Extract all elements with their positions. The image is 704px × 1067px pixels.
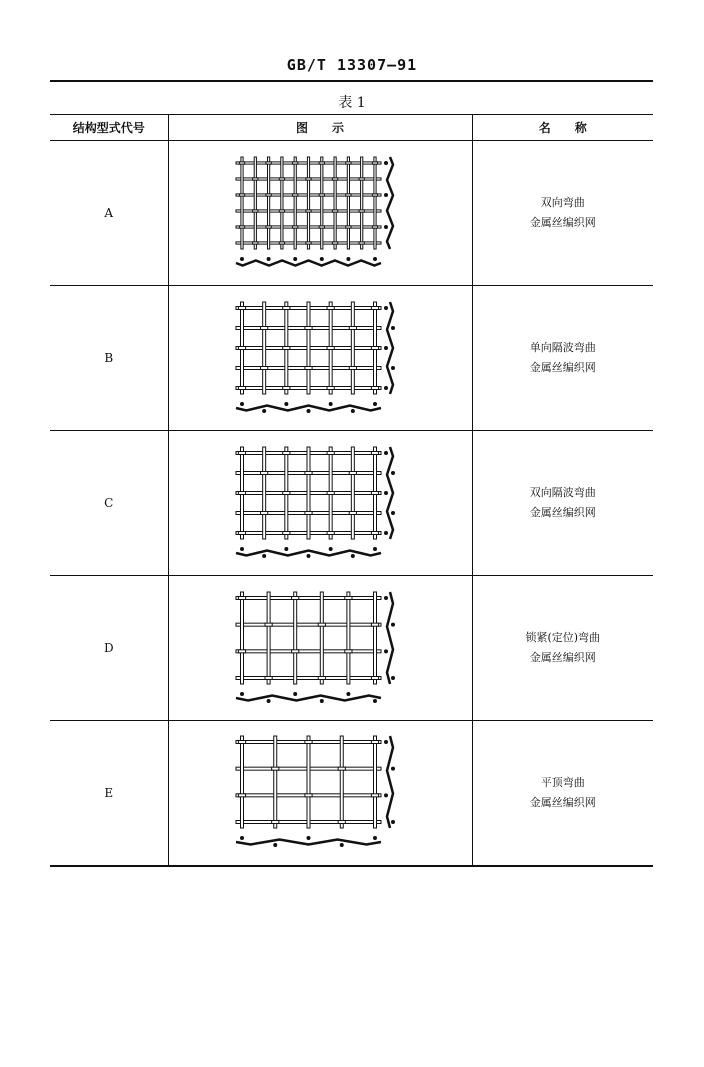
wire-crossing	[349, 511, 356, 514]
warp-wire	[347, 592, 350, 684]
row-code: D	[50, 576, 168, 721]
wire-crossing	[238, 386, 245, 389]
wire-crossing	[238, 794, 245, 797]
wire-crossing	[359, 177, 364, 179]
wire-section-dot	[373, 547, 377, 551]
wire-crossing	[305, 511, 312, 514]
wire-section-dot	[262, 554, 266, 558]
wire-section-dot	[240, 402, 244, 406]
wire-crossing	[261, 511, 268, 514]
wire-crossing	[283, 451, 290, 454]
row-name-line1: 双向弯曲	[540, 196, 585, 209]
column-header-code: 结构型式代号	[50, 115, 168, 141]
side-profile-wire	[387, 592, 393, 684]
wire-crossing	[332, 241, 337, 243]
wire-section-dot	[320, 257, 324, 261]
wire-section-dot	[391, 471, 395, 475]
weft-wire	[236, 623, 381, 626]
wire-crossing	[238, 451, 245, 454]
warp-wire	[294, 157, 296, 249]
wire-section-dot	[329, 402, 333, 406]
wire-crossing	[338, 767, 345, 770]
warp-wire	[307, 447, 310, 539]
table-row	[50, 141, 653, 286]
wire-section-dot	[384, 193, 388, 197]
wire-crossing	[292, 596, 299, 599]
weave-type-table	[50, 114, 653, 867]
row-code: A	[50, 141, 168, 286]
wire-crossing	[327, 386, 334, 389]
wire-crossing	[332, 209, 337, 211]
wire-crossing	[372, 193, 377, 195]
wire-crossing	[279, 177, 284, 179]
row-name-line2: 金属丝编织网	[529, 651, 596, 664]
wire-section-dot	[267, 699, 271, 703]
row-name-line1: 双向隔波弯曲	[529, 486, 596, 499]
wire-crossing	[349, 366, 356, 369]
row-code: C	[50, 431, 168, 576]
table-row	[50, 431, 653, 576]
wire-section-dot	[329, 547, 333, 551]
wire-section-dot	[384, 596, 388, 600]
wire-crossing	[238, 346, 245, 349]
warp-wire	[294, 592, 297, 684]
header-rule	[50, 80, 653, 82]
wire-crossing	[272, 821, 279, 824]
table-row	[50, 576, 653, 721]
wire-section-dot	[384, 346, 388, 350]
wire-section-dot	[351, 554, 355, 558]
wire-crossing	[266, 193, 271, 195]
wire-crossing	[239, 193, 244, 195]
warp-wire	[374, 592, 377, 684]
row-figure	[168, 721, 472, 866]
warp-wire	[351, 302, 354, 394]
wire-section-dot	[384, 794, 388, 798]
wire-section-dot	[320, 699, 324, 703]
warp-wire	[374, 736, 377, 828]
wire-section-dot	[391, 366, 395, 370]
standard-number: GB/T 13307—91	[286, 56, 418, 74]
wire-section-dot	[384, 386, 388, 390]
wire-crossing	[293, 225, 298, 227]
row-name	[472, 576, 653, 721]
wire-crossing	[318, 676, 325, 679]
row-name-line2: 金属丝编织网	[529, 216, 596, 229]
warp-wire	[268, 157, 270, 249]
warp-wire	[267, 592, 270, 684]
wire-section-dot	[240, 692, 244, 696]
wire-section-dot	[373, 836, 377, 840]
wire-section-dot	[307, 409, 311, 413]
wire-crossing	[253, 177, 258, 179]
wire-section-dot	[307, 836, 311, 840]
wire-crossing	[319, 161, 324, 163]
row-code: B	[50, 286, 168, 431]
wire-crossing	[327, 491, 334, 494]
wire-crossing	[261, 471, 268, 474]
warp-wire	[347, 157, 349, 249]
wire-crossing	[371, 531, 378, 534]
wire-crossing	[305, 741, 312, 744]
wire-crossing	[265, 676, 272, 679]
warp-wire	[361, 157, 363, 249]
warp-wire	[307, 302, 310, 394]
wire-section-dot	[346, 257, 350, 261]
side-profile-wire	[387, 157, 393, 249]
wire-section-dot	[391, 820, 395, 824]
warp-wire	[321, 157, 323, 249]
weave-illustration-e	[230, 730, 410, 855]
warp-wire	[320, 592, 323, 684]
warp-wire	[263, 302, 266, 394]
table-caption: 表 1	[338, 95, 366, 111]
bottom-profile-wire	[236, 840, 381, 845]
table-row	[50, 721, 653, 866]
wire-crossing	[349, 471, 356, 474]
wire-crossing	[319, 193, 324, 195]
warp-wire	[307, 736, 310, 828]
wire-section-dot	[262, 409, 266, 413]
wire-crossing	[371, 741, 378, 744]
wire-crossing	[319, 225, 324, 227]
wire-crossing	[238, 306, 245, 309]
wire-crossing	[349, 326, 356, 329]
row-code: E	[50, 721, 168, 866]
wire-section-dot	[346, 692, 350, 696]
wire-crossing	[283, 306, 290, 309]
row-name-line1: 单向隔波弯曲	[529, 341, 596, 354]
bottom-profile-wire	[236, 695, 381, 700]
wire-crossing	[371, 346, 378, 349]
wire-section-dot	[373, 257, 377, 261]
wire-crossing	[283, 531, 290, 534]
wire-crossing	[359, 209, 364, 211]
bottom-profile-wire	[236, 260, 381, 265]
wire-crossing	[238, 649, 245, 652]
column-header-name: 名 称	[472, 115, 653, 141]
row-name	[472, 286, 653, 431]
table-header-row	[50, 115, 653, 141]
wire-crossing	[305, 471, 312, 474]
wire-section-dot	[384, 306, 388, 310]
weave-illustration-d	[230, 586, 410, 711]
wire-crossing	[272, 767, 279, 770]
weave-illustration-b	[230, 296, 410, 421]
wire-section-dot	[284, 547, 288, 551]
weave-illustration-c	[230, 441, 410, 566]
warp-wire	[307, 157, 309, 249]
wire-section-dot	[293, 257, 297, 261]
row-name-line2: 金属丝编织网	[529, 361, 596, 374]
row-name	[472, 721, 653, 866]
wire-crossing	[372, 161, 377, 163]
warp-wire	[274, 736, 277, 828]
wire-crossing	[261, 326, 268, 329]
wire-crossing	[305, 366, 312, 369]
row-name-line2: 金属丝编织网	[529, 506, 596, 519]
wire-section-dot	[391, 326, 395, 330]
warp-wire	[263, 447, 266, 539]
wire-crossing	[318, 623, 325, 626]
wire-crossing	[327, 306, 334, 309]
wire-crossing	[238, 741, 245, 744]
wire-crossing	[346, 161, 351, 163]
wire-crossing	[261, 366, 268, 369]
row-name	[472, 431, 653, 576]
wire-section-dot	[240, 836, 244, 840]
warp-wire	[334, 157, 336, 249]
warp-wire	[241, 157, 243, 249]
wire-section-dot	[391, 676, 395, 680]
row-figure	[168, 576, 472, 721]
table-row	[50, 286, 653, 431]
wire-section-dot	[273, 843, 277, 847]
wire-crossing	[266, 161, 271, 163]
wire-crossing	[338, 821, 345, 824]
row-name-line2: 金属丝编织网	[529, 795, 596, 809]
wire-crossing	[371, 306, 378, 309]
wire-crossing	[371, 451, 378, 454]
warp-wire	[241, 592, 244, 684]
weft-wire	[236, 649, 381, 652]
row-name	[472, 141, 653, 286]
wire-crossing	[371, 491, 378, 494]
wire-crossing	[327, 451, 334, 454]
weave-illustration-a	[230, 151, 410, 276]
wire-crossing	[293, 161, 298, 163]
wire-crossing	[292, 649, 299, 652]
warp-wire	[340, 736, 343, 828]
column-header-figure: 图 示	[168, 115, 472, 141]
row-name-line1: 锁紧(定位)弯曲	[525, 631, 601, 644]
wire-crossing	[238, 491, 245, 494]
wire-crossing	[372, 225, 377, 227]
wire-section-dot	[267, 257, 271, 261]
wire-crossing	[306, 241, 311, 243]
wire-crossing	[345, 649, 352, 652]
wire-crossing	[253, 241, 258, 243]
wire-crossing	[305, 794, 312, 797]
row-name-line1: 平顶弯曲	[540, 775, 585, 789]
wire-crossing	[265, 623, 272, 626]
wire-crossing	[332, 177, 337, 179]
warp-wire	[374, 157, 376, 249]
wire-crossing	[327, 346, 334, 349]
wire-crossing	[283, 346, 290, 349]
wire-crossing	[371, 386, 378, 389]
wire-crossing	[238, 596, 245, 599]
wire-section-dot	[384, 649, 388, 653]
wire-section-dot	[384, 491, 388, 495]
weft-wire	[236, 596, 381, 599]
wire-crossing	[283, 386, 290, 389]
wire-crossing	[239, 225, 244, 227]
wire-section-dot	[373, 699, 377, 703]
row-figure	[168, 141, 472, 286]
wire-crossing	[327, 531, 334, 534]
warp-wire	[241, 736, 244, 828]
warp-wire	[351, 447, 354, 539]
wire-section-dot	[391, 767, 395, 771]
wire-section-dot	[384, 740, 388, 744]
wire-crossing	[345, 596, 352, 599]
wire-crossing	[305, 326, 312, 329]
side-profile-wire	[387, 736, 393, 828]
row-figure	[168, 431, 472, 576]
wire-section-dot	[240, 547, 244, 551]
wire-crossing	[371, 623, 378, 626]
wire-crossing	[371, 676, 378, 679]
wire-section-dot	[340, 843, 344, 847]
row-figure	[168, 286, 472, 431]
wire-crossing	[346, 193, 351, 195]
wire-section-dot	[384, 451, 388, 455]
wire-section-dot	[293, 692, 297, 696]
wire-crossing	[239, 161, 244, 163]
wire-crossing	[293, 193, 298, 195]
wire-section-dot	[373, 402, 377, 406]
wire-crossing	[359, 241, 364, 243]
warp-wire	[254, 157, 256, 249]
wire-section-dot	[307, 554, 311, 558]
wire-crossing	[283, 491, 290, 494]
wire-section-dot	[391, 622, 395, 626]
weft-wire	[236, 676, 381, 679]
wire-section-dot	[240, 257, 244, 261]
wire-crossing	[266, 225, 271, 227]
warp-wire	[281, 157, 283, 249]
wire-crossing	[238, 531, 245, 534]
wire-section-dot	[384, 225, 388, 229]
wire-section-dot	[351, 409, 355, 413]
wire-section-dot	[384, 531, 388, 535]
wire-section-dot	[284, 402, 288, 406]
wire-section-dot	[384, 161, 388, 165]
wire-crossing	[253, 209, 258, 211]
wire-crossing	[346, 225, 351, 227]
wire-crossing	[279, 209, 284, 211]
wire-crossing	[279, 241, 284, 243]
wire-crossing	[371, 794, 378, 797]
wire-section-dot	[391, 511, 395, 515]
wire-crossing	[306, 177, 311, 179]
wire-crossing	[306, 209, 311, 211]
